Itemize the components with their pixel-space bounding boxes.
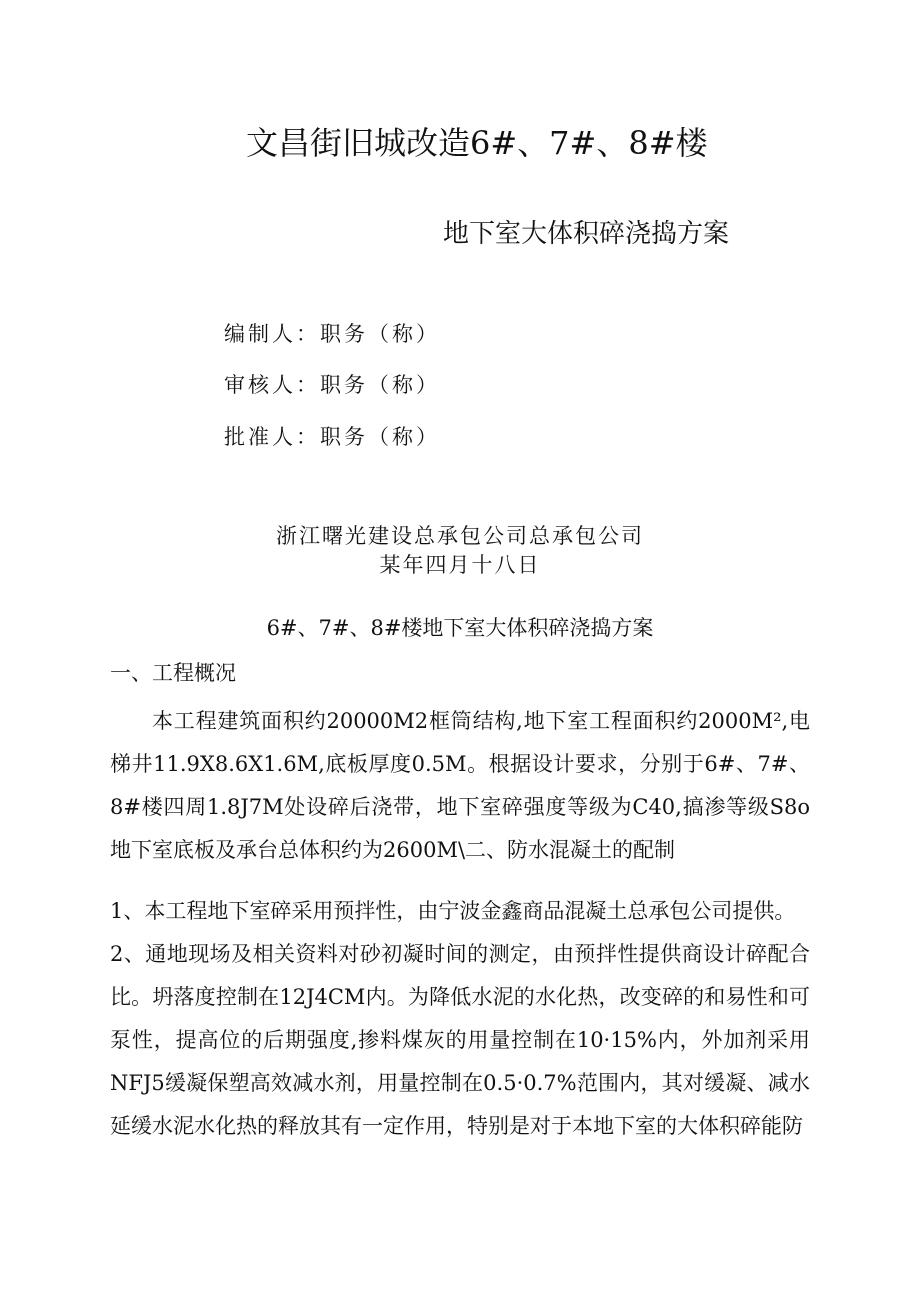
signature-reviewer: 审核人：职务（称） (224, 373, 440, 397)
signature-approver: 批准人：职务（称） (224, 425, 440, 449)
document-title: 文昌街旧城改造6#、7#、8#楼 (246, 124, 708, 162)
company-name: 浙江曙光建设总承包公司总承包公司 (276, 524, 644, 548)
issue-date: 某年四月十八日 (379, 553, 541, 577)
signature-compiler: 编制人：职务（称） (224, 322, 440, 346)
body-heading: 6#、7#、8#楼地下室大体积碎浇捣方案 (266, 616, 654, 640)
section-heading: 一、工程概况 (110, 661, 236, 685)
paragraph-item-1: 1、本工程地下室碎采用预拌性，由宁波金鑫商品混凝土总承包公司提供。 (110, 899, 796, 923)
paragraph-item-2: 2、通地现场及相关资料对砂初凝时间的测定，由预拌性提供商设计碎配合比。坍落度控制在12J4CM内。为降低水泥的水化热，改变碎的和易性和可泵性，提高位的后期强度,掺料煤灰的用量控制在10·15%内，外加剂采用NFJ5缓凝保塑高效减水剂，用量控制在0.5·0.7%范围内，其对缓凝、减水延缓水泥水化热的释放其有一定作用，特别是对于本地下室的大体积碎能防 (110, 942, 810, 1138)
paragraph-overview: 本工程建筑面积约20000M2框筒结构,地下室工程面积约2000M²,电梯井11.9X8.6X1.6M,底板厚度0.5M。根据设计要求，分别于6#、7#、8#楼四周1.8J7M处设碎后浇带，地下室碎强度等级为C40,搞渗等级S8o地下室底板及承台总体积约为2600M\二、防水混凝土的配制 (110, 709, 810, 862)
document-subtitle: 地下室大体积碎浇捣方案 (443, 219, 730, 249)
